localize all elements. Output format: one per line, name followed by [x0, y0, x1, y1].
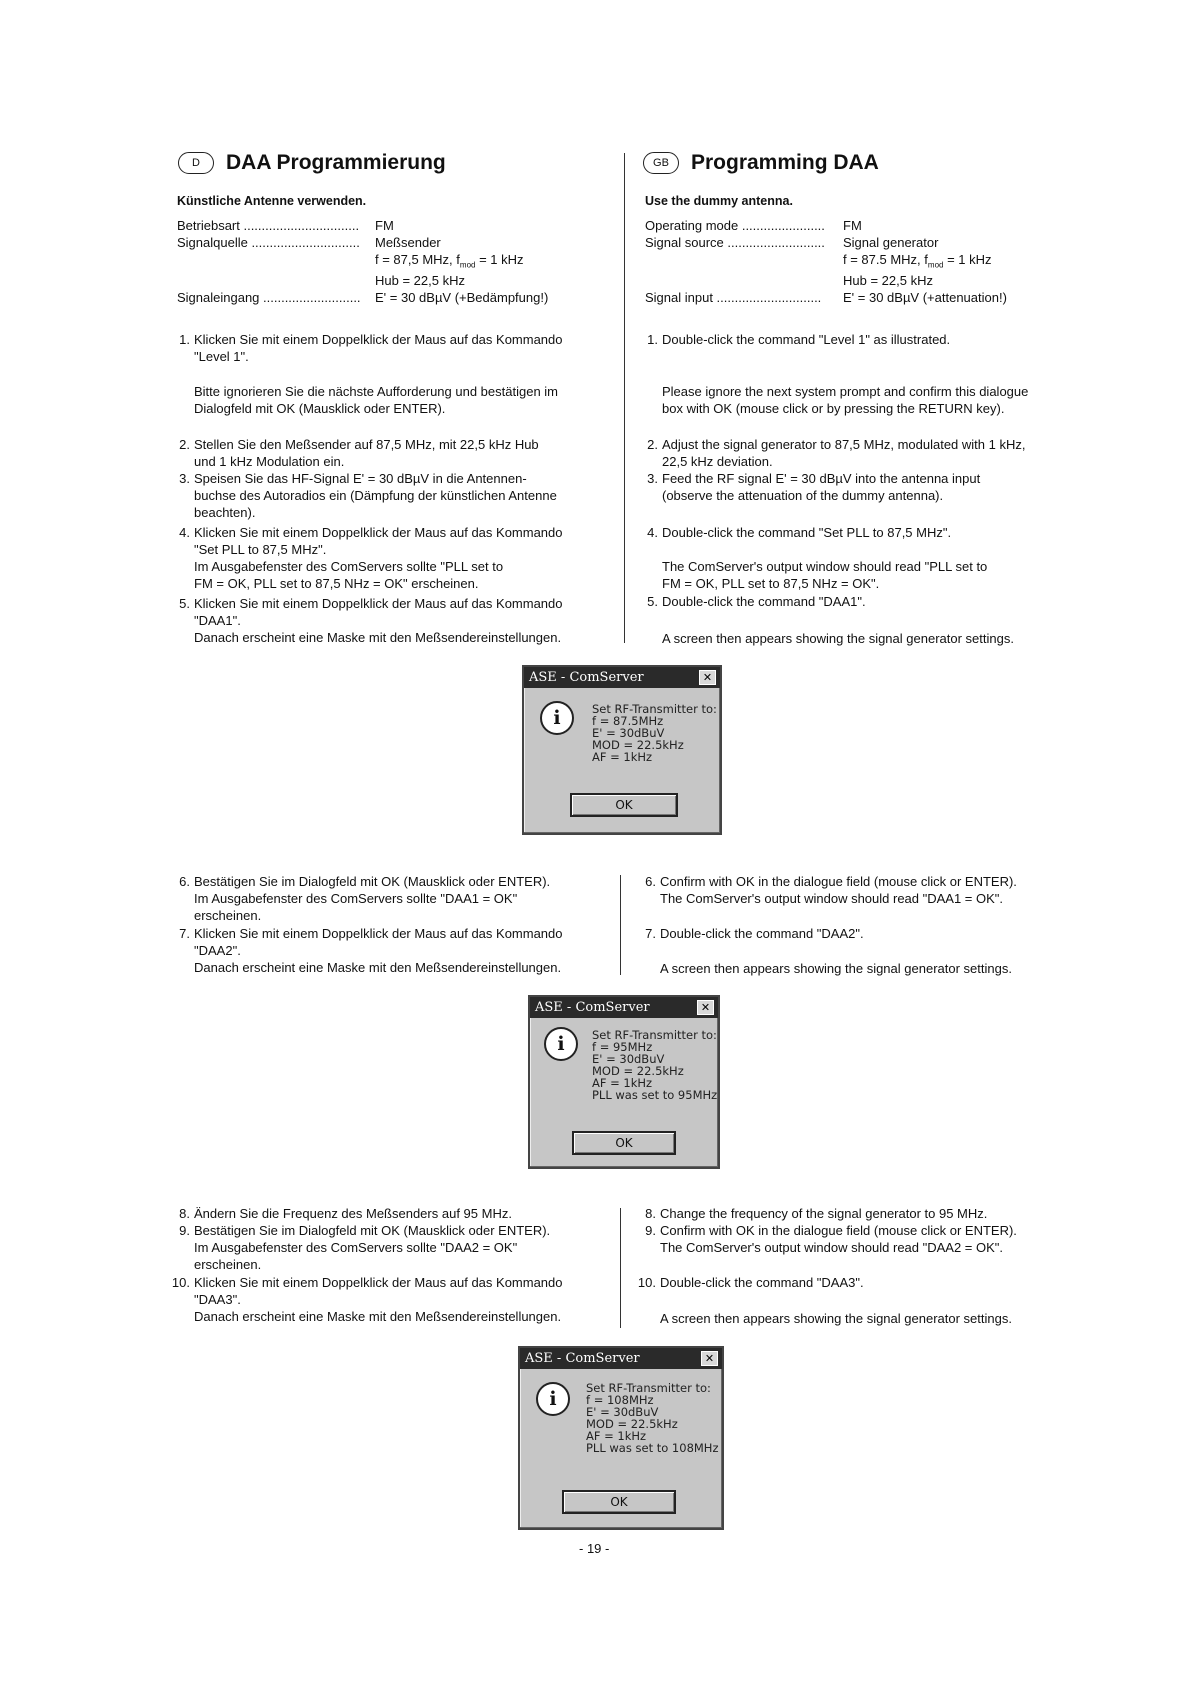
ok-button[interactable]: OK	[562, 1490, 676, 1514]
de-step-line: Klicken Sie mit einem Doppelklick der Maus auf das Kommando	[194, 596, 563, 611]
dialog-line: f = 87.5MHz	[592, 714, 664, 728]
de-signal-input-label: Signaleingang ...........................	[177, 290, 361, 305]
en-freq-suffix: = 1 kHz	[943, 252, 992, 267]
en-step-number: 1.	[647, 332, 658, 347]
en-step-line: Double-click the command "Level 1" as illustrated.	[662, 332, 951, 347]
de-signal-source-label: Signalquelle ..............................	[177, 235, 360, 250]
de-section-title	[178, 150, 446, 176]
de-step-line: Bestätigen Sie im Dialogfeld mit OK (Mausklick oder ENTER).	[194, 1223, 551, 1238]
en-language-badge: GB	[643, 152, 679, 174]
de-step-line: Danach erscheint eine Maske mit den Meßsendereinstellungen.	[194, 630, 562, 645]
dialog-line: AF = 1kHz	[592, 750, 653, 764]
de-step-line: Danach erscheint eine Maske mit den Meßsendereinstellungen.	[194, 1309, 562, 1324]
en-subhead: Use the dummy antenna.	[645, 194, 793, 208]
de-subhead: Künstliche Antenne verwenden.	[177, 194, 367, 208]
en-step-line: A screen then appears showing the signal generator settings.	[662, 631, 1014, 646]
dialog-line: PLL was set to 95MHz	[592, 1088, 718, 1102]
de-step-number: 2.	[179, 437, 190, 452]
en-step-line: The ComServer's output window should read "PLL set to	[662, 559, 988, 574]
ok-button[interactable]: OK	[570, 793, 678, 817]
de-operating-mode-value: FM	[375, 218, 394, 233]
info-icon: i	[536, 1382, 570, 1416]
de-step-line: Klicken Sie mit einem Doppelklick der Maus auf das Kommando	[194, 1275, 563, 1290]
column-divider-1	[624, 153, 625, 643]
de-spec-block	[177, 217, 597, 307]
de-freq-sub: mod	[459, 260, 476, 270]
dialog-title: ASE - ComServer	[525, 1351, 640, 1366]
de-step-number: 3.	[179, 471, 190, 486]
en-step-number: 4.	[647, 525, 658, 540]
en-step-line: Confirm with OK in the dialogue field (mouse click or ENTER).	[660, 1223, 1017, 1238]
de-title-text: DAA Programmierung	[226, 151, 446, 174]
dialog-title-bar	[524, 667, 720, 688]
de-step-line: Ändern Sie die Frequenz des Meßsenders auf 95 MHz.	[194, 1206, 512, 1221]
page-number: - 19 -	[579, 1541, 610, 1556]
en-hub-value: Hub = 22,5 kHz	[843, 273, 933, 288]
de-language-badge: D	[178, 152, 214, 174]
dialog-line: E' = 30dBuV	[592, 726, 665, 740]
close-icon[interactable]: ✕	[699, 670, 716, 685]
dialog-title-bar	[530, 997, 718, 1018]
de-freq-prefix: f = 87,5 MHz, f	[375, 252, 460, 267]
dialog-line: f = 95MHz	[592, 1040, 653, 1054]
de-step-line: Danach erscheint eine Maske mit den Meßsendereinstellungen.	[194, 960, 562, 975]
de-step-line: Im Ausgabefenster des ComServers sollte "DAA1 = OK"	[194, 891, 518, 906]
de-step-line: Stellen Sie den Meßsender auf 87,5 MHz, mit 22,5 kHz Hub	[194, 437, 539, 452]
en-step-line: Double-click the command "DAA2".	[660, 926, 864, 941]
comserver-dialog-1	[522, 665, 722, 835]
en-signal-source-value: Signal generator	[843, 235, 939, 250]
en-freq-sub: mod	[927, 260, 944, 270]
de-step-line: beachten).	[194, 505, 256, 520]
en-step-line: Change the frequency of the signal generator to 95 MHz.	[660, 1206, 988, 1221]
info-icon: i	[544, 1027, 578, 1061]
de-step-line: Klicken Sie mit einem Doppelklick der Maus auf das Kommando	[194, 926, 563, 941]
en-step-number: 9.	[645, 1223, 656, 1238]
dialog-title: ASE - ComServer	[535, 1000, 650, 1015]
en-step-number: 5.	[647, 594, 658, 609]
en-operating-mode-value: FM	[843, 218, 862, 233]
close-icon[interactable]: ✕	[701, 1351, 718, 1366]
en-freq-prefix: f = 87.5 MHz, f	[843, 252, 928, 267]
en-step-line: Confirm with OK in the dialogue field (mouse click or ENTER).	[660, 874, 1017, 889]
en-step-line: The ComServer's output window should read "DAA1 = OK".	[660, 891, 1004, 906]
dialog-message	[586, 1382, 719, 1454]
en-signal-input-value: E' = 30 dBµV (+attenuation!)	[843, 290, 1007, 305]
dialog-line: E' = 30dBuV	[586, 1405, 659, 1419]
en-step-line: The ComServer's output window should read "DAA2 = OK".	[660, 1240, 1004, 1255]
de-freq-suffix: = 1 kHz	[475, 252, 524, 267]
en-step-line: A screen then appears showing the signal generator settings.	[660, 1311, 1012, 1326]
de-step-line: "Level 1".	[194, 349, 249, 364]
dialog-line: Set RF-Transmitter to:	[592, 1028, 717, 1042]
de-step-line: "DAA1".	[194, 613, 241, 628]
en-step-line: (observe the attenuation of the dummy antenna).	[662, 488, 944, 503]
en-spec-block	[645, 217, 1065, 307]
de-step-line: Bestätigen Sie im Dialogfeld mit OK (Mausklick oder ENTER).	[194, 874, 551, 889]
de-step-number: 6.	[179, 874, 190, 889]
close-icon[interactable]: ✕	[697, 1000, 714, 1015]
dialog-line: f = 108MHz	[586, 1393, 654, 1407]
de-step-line: Speisen Sie das HF-Signal E' = 30 dBµV in die Antennen-	[194, 471, 527, 486]
en-step-line: Please ignore the next system prompt and confirm this dialogue	[662, 384, 1029, 399]
dialog-line: AF = 1kHz	[592, 1076, 653, 1090]
de-step-line: "DAA3".	[194, 1292, 241, 1307]
de-step-line: Dialogfeld mit OK (Mausklick oder ENTER).	[194, 401, 446, 416]
en-step-line: A screen then appears showing the signal generator settings.	[660, 961, 1012, 976]
de-step-number: 5.	[179, 596, 190, 611]
dialog-line: MOD = 22.5kHz	[592, 1064, 684, 1078]
dialog-line: E' = 30dBuV	[592, 1052, 665, 1066]
comserver-dialog-2	[528, 995, 720, 1169]
de-step-line: "DAA2".	[194, 943, 241, 958]
en-frequency-line	[843, 251, 992, 274]
column-divider-3	[620, 1208, 621, 1328]
de-step-number: 7.	[179, 926, 190, 941]
de-step-line: Bitte ignorieren Sie die nächste Aufforderung und bestätigen im	[194, 384, 558, 399]
de-step-number: 10.	[171, 1275, 190, 1290]
de-step-line: Im Ausgabefenster des ComServers sollte "PLL set to	[194, 559, 504, 574]
de-step-number: 1.	[179, 332, 190, 347]
en-step-number: 3.	[647, 471, 658, 486]
dialog-line: Set RF-Transmitter to:	[592, 702, 717, 716]
en-signal-input-label: Signal input .............................	[645, 290, 822, 305]
en-step-number: 6.	[645, 874, 656, 889]
en-title-text: Programming DAA	[691, 151, 879, 174]
en-step-line: Feed the RF signal E' = 30 dBµV into the antenna input	[662, 471, 981, 486]
en-step-line: Double-click the command "Set PLL to 87,5 MHz".	[662, 525, 952, 540]
en-step-line: 22,5 kHz deviation.	[662, 454, 773, 469]
dialog-message	[592, 1029, 717, 1101]
en-step-number: 8.	[645, 1206, 656, 1221]
de-step-line: FM = OK, PLL set to 87,5 NHz = OK" erscheinen.	[194, 576, 479, 591]
column-divider-2	[620, 875, 621, 975]
en-step-line: FM = OK, PLL set to 87,5 NHz = OK".	[662, 576, 880, 591]
en-step-line: box with OK (mouse click or by pressing the RETURN key).	[662, 401, 1005, 416]
en-step-line: Double-click the command "DAA1".	[662, 594, 866, 609]
info-icon: i	[540, 701, 574, 735]
en-operating-mode-label: Operating mode .......................	[645, 218, 825, 233]
en-step-line: Adjust the signal generator to 87,5 MHz, modulated with 1 kHz,	[662, 437, 1026, 452]
dialog-line: Set RF-Transmitter to:	[586, 1381, 711, 1395]
de-step-number: 9.	[179, 1223, 190, 1238]
en-step-line: Double-click the command "DAA3".	[660, 1275, 864, 1290]
de-step-line: Im Ausgabefenster des ComServers sollte "DAA2 = OK"	[194, 1240, 518, 1255]
de-signal-input-value: E' = 30 dBµV (+Bedämpfung!)	[375, 290, 549, 305]
de-step-line: Klicken Sie mit einem Doppelklick der Maus auf das Kommando	[194, 525, 563, 540]
en-section-title	[643, 150, 879, 176]
de-step-line: Klicken Sie mit einem Doppelklick der Maus auf das Kommando	[194, 332, 563, 347]
en-signal-source-label: Signal source ...........................	[645, 235, 825, 250]
dialog-line: PLL was set to 108MHz	[586, 1441, 719, 1455]
de-hub-value: Hub = 22,5 kHz	[375, 273, 465, 288]
ok-button[interactable]: OK	[572, 1131, 676, 1155]
de-step-line: erscheinen.	[194, 1257, 262, 1272]
dialog-line: MOD = 22.5kHz	[586, 1417, 678, 1431]
de-step-number: 8.	[179, 1206, 190, 1221]
de-step-line: buchse des Autoradios ein (Dämpfung der künstlichen Antenne	[194, 488, 557, 503]
dialog-title: ASE - ComServer	[529, 670, 644, 685]
de-frequency-line	[375, 251, 524, 274]
de-operating-mode-label: Betriebsart ................................	[177, 218, 360, 233]
de-signal-source-value: Meßsender	[375, 235, 441, 250]
dialog-line: MOD = 22.5kHz	[592, 738, 684, 752]
dialog-line: AF = 1kHz	[586, 1429, 647, 1443]
en-step-number: 7.	[645, 926, 656, 941]
en-step-number: 10.	[637, 1275, 656, 1290]
comserver-dialog-3	[518, 1346, 724, 1530]
en-step-number: 2.	[647, 437, 658, 452]
de-step-number: 4.	[179, 525, 190, 540]
de-step-line: "Set PLL to 87,5 MHz".	[194, 542, 327, 557]
dialog-title-bar	[520, 1348, 722, 1369]
dialog-message	[592, 703, 717, 763]
de-step-line: erscheinen.	[194, 908, 262, 923]
de-step-line: und 1 kHz Modulation ein.	[194, 454, 345, 469]
